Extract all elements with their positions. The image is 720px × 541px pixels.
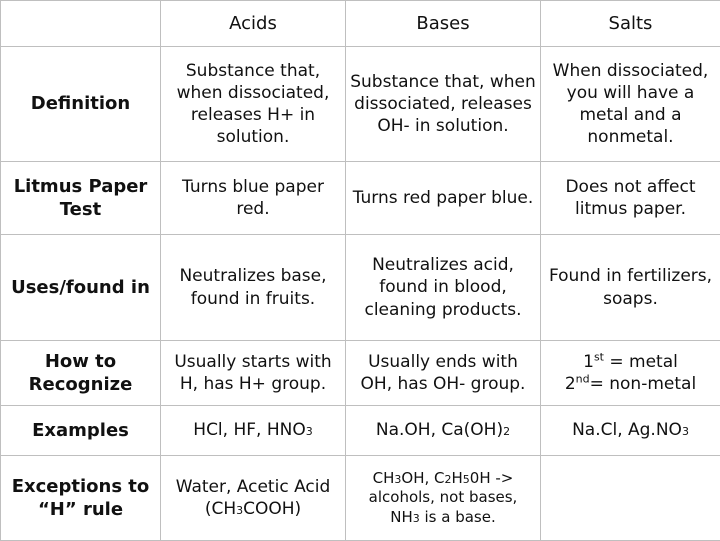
cell-definition-bases: Substance that, when dissociated, releases OH- in solution. — [346, 47, 541, 162]
row-label-exceptions: Exceptions to “H” rule — [1, 456, 161, 541]
cell-examples-bases: Na.OH, Ca(OH)2 — [346, 406, 541, 456]
cell-litmus-acids: Turns blue paper red. — [161, 162, 346, 235]
cell-recognize-bases: Usually ends with OH, has OH- group. — [346, 341, 541, 406]
cell-litmus-bases: Turns red paper blue. — [346, 162, 541, 235]
salts-recognize-line-2: 2nd= non-metal — [545, 373, 716, 395]
row-label-recognize: How to Recognize — [1, 341, 161, 406]
column-header-salts: Salts — [541, 1, 720, 47]
cell-uses-bases: Neutralizes acid, found in blood, cleaning products. — [346, 235, 541, 341]
row-label-litmus: Litmus Paper Test — [1, 162, 161, 235]
cell-exceptions-acids: Water, Acetic Acid (CH3COOH) — [161, 456, 346, 541]
cell-exceptions-bases: CH3OH, C2H50H -> alcohols, not bases, NH3 is a base. — [346, 456, 541, 541]
row-label-definition: Definition — [1, 47, 161, 162]
row-label-uses: Uses/found in — [1, 235, 161, 341]
row-label-examples: Examples — [1, 406, 161, 456]
column-header-acids: Acids — [161, 1, 346, 47]
table-row-examples — [1, 406, 720, 456]
table-row-uses — [1, 235, 720, 341]
cell-litmus-salts: Does not affect litmus paper. — [541, 162, 720, 235]
table-row-recognize — [1, 341, 720, 406]
cell-examples-acids: HCl, HF, HNO3 — [161, 406, 346, 456]
header-row — [1, 1, 720, 47]
cell-exceptions-salts — [541, 456, 720, 541]
corner-cell — [1, 1, 161, 47]
cell-definition-acids: Substance that, when dissociated, releases H+ in solution. — [161, 47, 346, 162]
cell-recognize-salts — [541, 341, 720, 406]
table-row-exceptions — [1, 456, 720, 541]
table-row-litmus — [1, 162, 720, 235]
cell-definition-salts: When dissociated, you will have a metal and a nonmetal. — [541, 47, 720, 162]
cell-uses-salts: Found in fertilizers, soaps. — [541, 235, 720, 341]
cell-uses-acids: Neutralizes base, found in fruits. — [161, 235, 346, 341]
salts-recognize-line-1: 1st = metal — [545, 351, 716, 373]
cell-examples-salts: Na.Cl, Ag.NO3 — [541, 406, 720, 456]
cell-recognize-acids: Usually starts with H, has H+ group. — [161, 341, 346, 406]
column-header-bases: Bases — [346, 1, 541, 47]
table-row-definition — [1, 47, 720, 162]
